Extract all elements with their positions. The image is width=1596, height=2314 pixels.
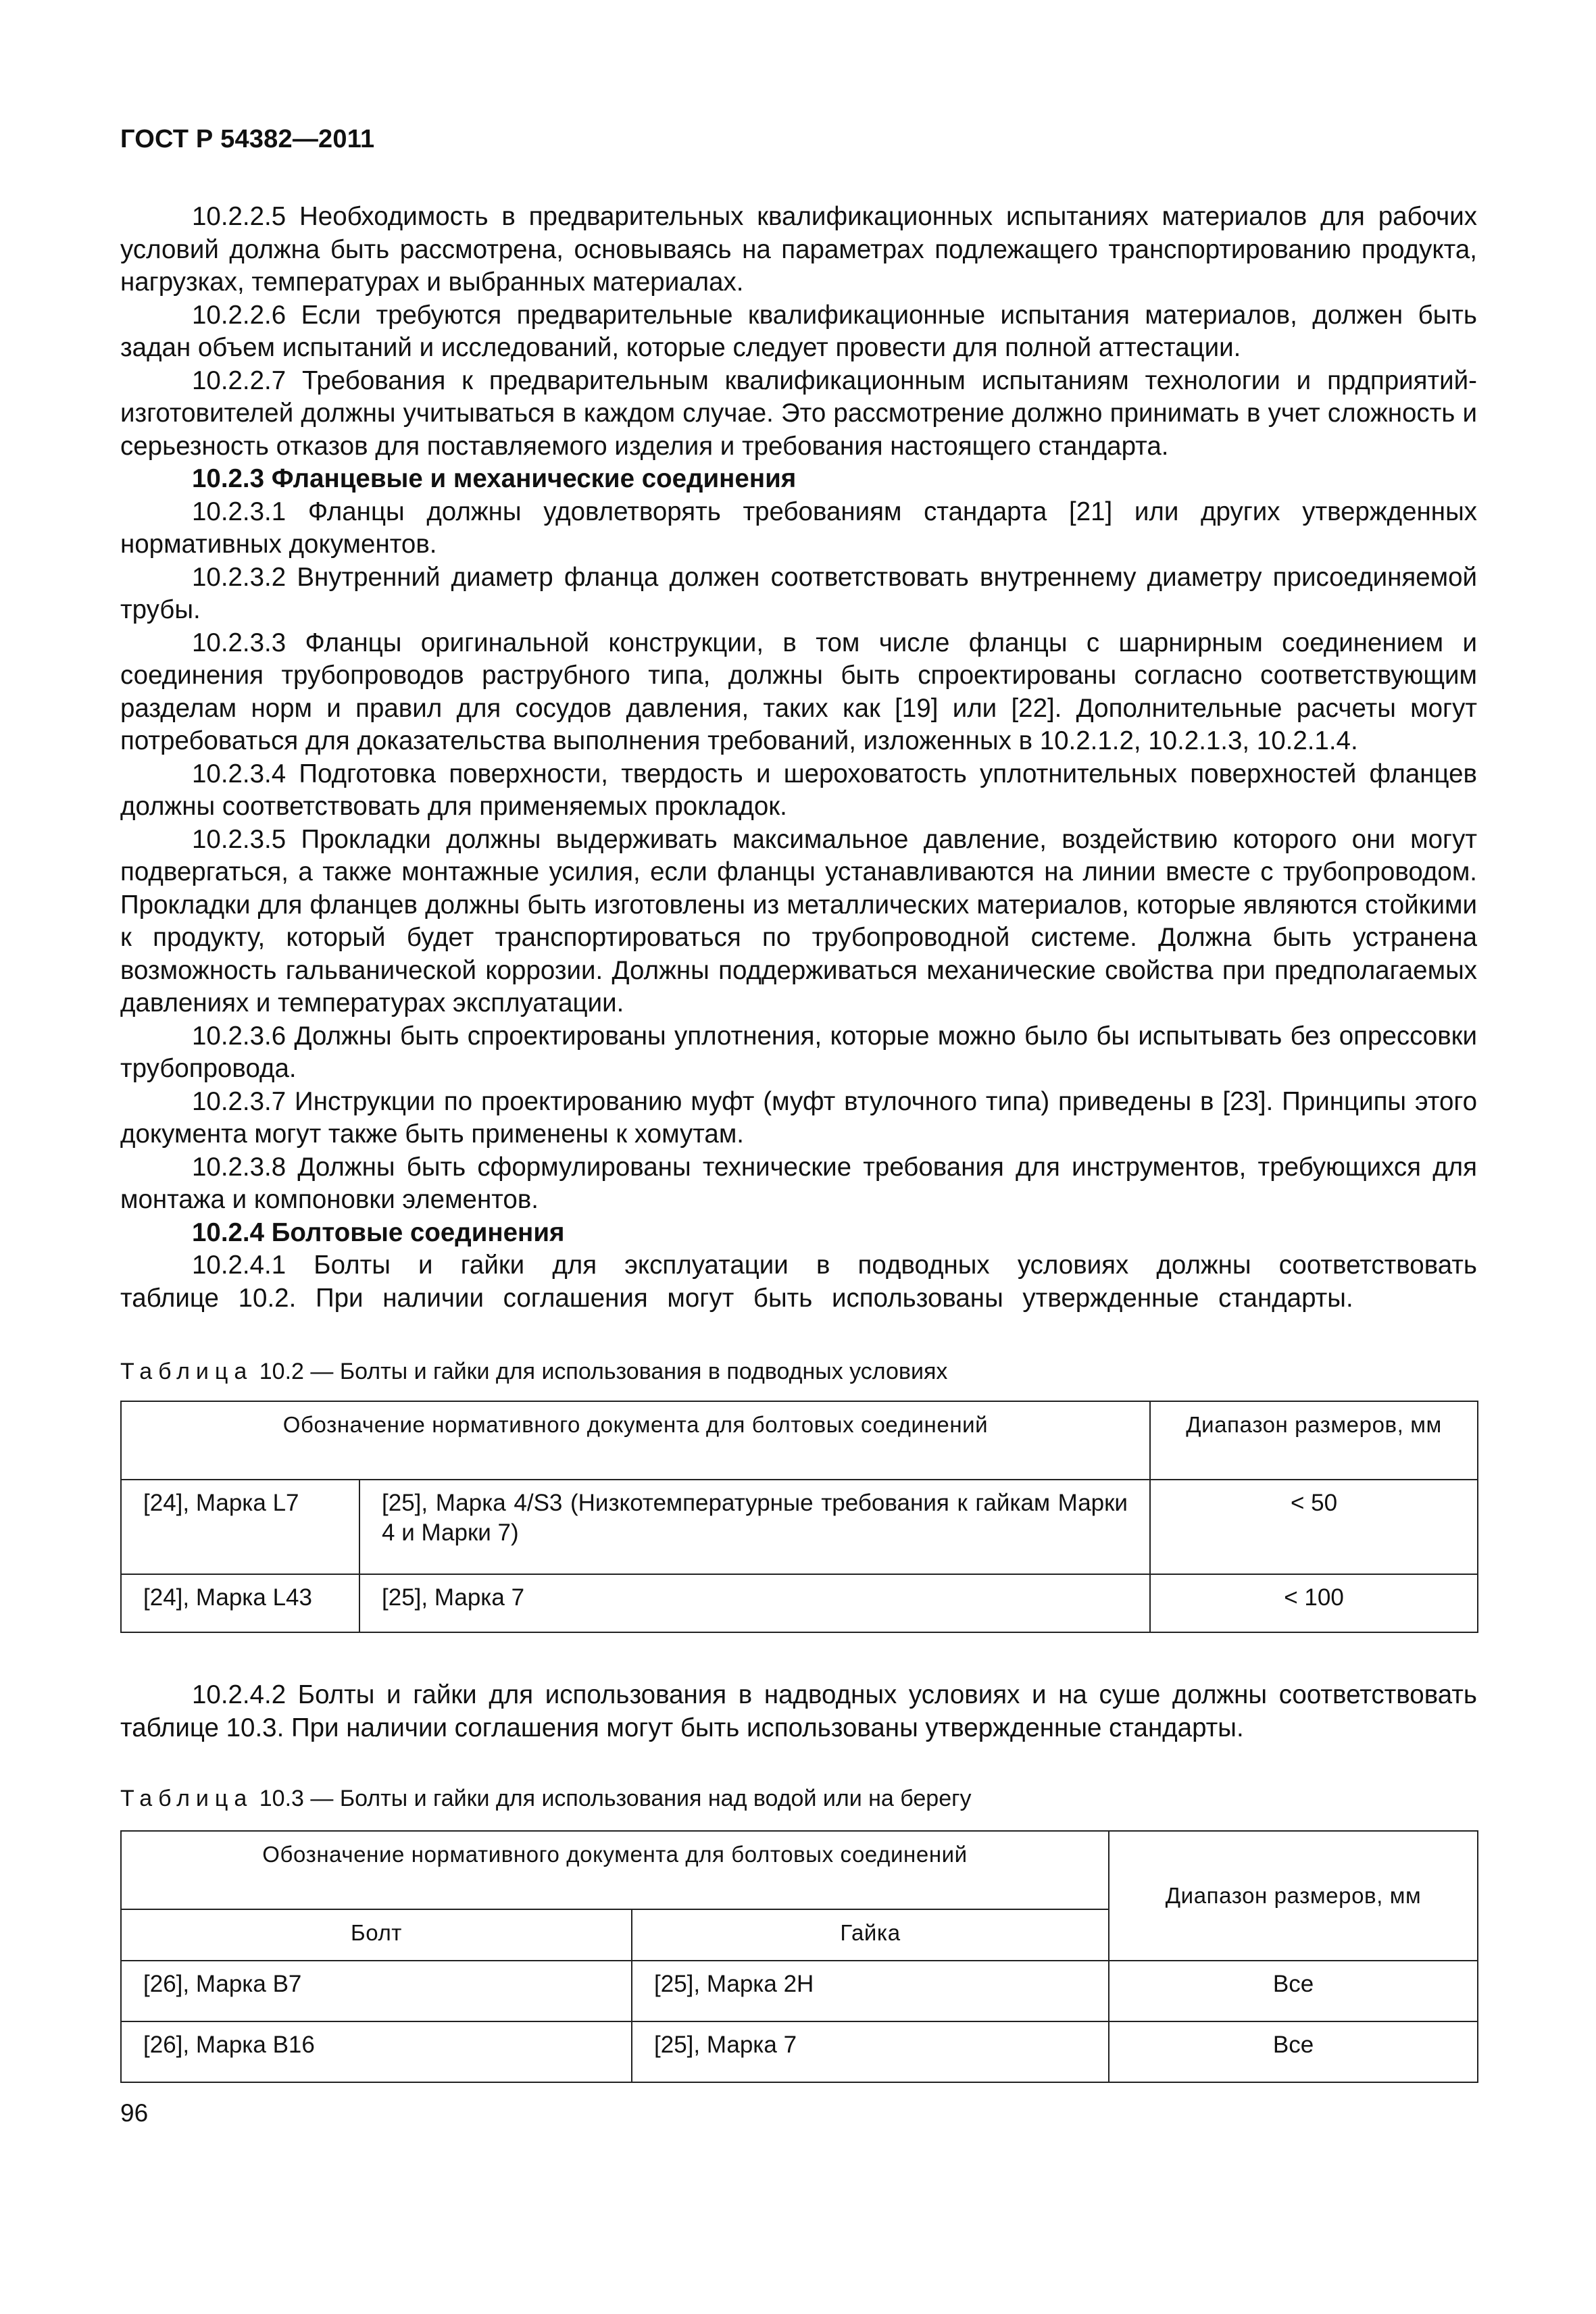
size-range-cell: Все xyxy=(1109,2021,1478,2082)
table-caption-label: Таблица xyxy=(120,1359,253,1384)
bolt-cell: [26], Марка В7 xyxy=(121,1961,632,2021)
paragraph-10-2-3-3: 10.2.3.3 Фланцы оригинальной конструкции, в том числе фланцы с шарнирным соединением и соединения трубопроводов раструбного типа, должны быть спроектированы согласно соответствующим разделам норм и правил для сосудов давления, таких как [19] или [22]. Дополнительные расчеты могут потребоваться для доказательства выполнения требований, изложенных в 10.2.1.2, 10.2.1.3, 10.2.1.4. xyxy=(120,628,1477,755)
table-10-2 xyxy=(120,1401,1478,1633)
table-10-3 xyxy=(120,1830,1478,2083)
paragraph-10-2-3-7: 10.2.3.7 Инструкции по проектированию муфт (муфт втулочного типа) приведены в [23]. Принципы этого документа могут также быть применены к хомутам. xyxy=(120,1086,1477,1149)
nut-cell: [25], Марка 2Н xyxy=(632,1961,1109,2021)
table-row xyxy=(121,1574,1478,1632)
body-text xyxy=(120,201,1477,1315)
table-10-3-caption xyxy=(120,1785,972,1812)
table-row xyxy=(121,1480,1478,1574)
size-range-cell: < 100 xyxy=(1150,1574,1478,1632)
table-10-2-caption xyxy=(120,1358,947,1385)
bolt-cell: [24], Марка L43 xyxy=(121,1574,359,1632)
column-header-size-range: Диапазон размеров, мм xyxy=(1109,1831,1478,1961)
nut-cell: [25], Марка 7 xyxy=(359,1574,1150,1632)
bolt-cell: [24], Марка L7 xyxy=(121,1480,359,1574)
paragraph-10-2-3-4: 10.2.3.4 Подготовка поверхности, твердость и шероховатость уплотнительных поверхностей фланцев должны соответствовать для применяемых прокладок. xyxy=(120,759,1477,821)
document-code-header: ГОСТ Р 54382—2011 xyxy=(120,125,375,153)
table-caption-text: 10.2 — Болты и гайки для использования в подводных условиях xyxy=(253,1359,948,1384)
column-header-nut: Гайка xyxy=(632,1909,1109,1961)
column-header-document: Обозначение нормативного документа для болтовых соединений xyxy=(121,1831,1109,1909)
table-row xyxy=(121,1961,1478,2021)
body-text-after-table xyxy=(120,1679,1477,1744)
column-header-document: Обозначение нормативного документа для болтовых соединений xyxy=(121,1401,1150,1480)
column-header-size-range: Диапазон размеров, мм xyxy=(1150,1401,1478,1480)
table-caption-label: Таблица xyxy=(120,1786,253,1811)
page-number: 96 xyxy=(120,2099,149,2127)
table-header-row xyxy=(121,1401,1478,1480)
table-header-row xyxy=(121,1831,1478,1909)
paragraph-10-2-4-2: 10.2.4.2 Болты и гайки для использования в надводных условиях и на суше должны соответствовать таблице 10.3. При наличии соглашения могут быть использованы утвержденные стандарты. xyxy=(120,1680,1477,1742)
paragraph-10-2-3-8: 10.2.3.8 Должны быть сформулированы технические требования для инструментов, требующихся для монтажа и компоновки элементов. xyxy=(120,1152,1477,1214)
paragraph-10-2-2-7: 10.2.2.7 Требования к предварительным квалификационным испытаниям технологии и прдприятий-изготовителей должны учитываться в каждом случае. Это рассмотрение должно принимать в учет сложность и серьезность отказов для поставляемого изделия и требования настоящего стандарта. xyxy=(120,366,1477,461)
column-header-bolt: Болт xyxy=(121,1909,632,1961)
paragraph-10-2-3-5: 10.2.3.5 Прокладки должны выдерживать максимальное давление, воздействию которого они могут подвергаться, а также монтажные усилия, если фланцы устанавливаются на линии вместе с трубопроводом. Прокладки для фланцев должны быть изготовлены из металлических материалов, которые являются стойкими к продукту, который будет транспортироваться по трубопроводной системе. Должна быть устранена возможность гальванической коррозии. Должны поддерживаться механические свойства при предполагаемых давлениях и температурах эксплуатации. xyxy=(120,824,1477,1017)
paragraph-10-2-3-6: 10.2.3.6 Должны быть спроектированы уплотнения, которые можно было бы испытывать без опрессовки трубопровода. xyxy=(120,1021,1477,1083)
paragraph-10-2-2-6: 10.2.2.6 Если требуются предварительные квалификационные испытания материалов, должен быть задан объем испытаний и исследований, которые следует провести для полной аттестации. xyxy=(120,300,1477,362)
paragraph-10-2-3-2: 10.2.3.2 Внутренний диаметр фланца должен соответствовать внутреннему диаметру присоединяемой трубы. xyxy=(120,562,1477,624)
nut-cell: [25], Марка 4/S3 (Низкотемпературные требования к гайкам Марки 4 и Марки 7) xyxy=(359,1480,1150,1574)
nut-cell: [25], Марка 7 xyxy=(632,2021,1109,2082)
table-row xyxy=(121,2021,1478,2082)
paragraph-10-2-3-1: 10.2.3.1 Фланцы должны удовлетворять требованиям стандарта [21] или других утвержденных нормативных документов. xyxy=(120,497,1477,559)
size-range-cell: Все xyxy=(1109,1961,1478,2021)
table-caption-text: 10.3 — Болты и гайки для использования над водой или на берегу xyxy=(253,1786,972,1811)
paragraph-10-2-2-5: 10.2.2.5 Необходимость в предварительных квалификационных испытаниях материалов для рабочих условий должна быть рассмотрена, основываясь на параметрах подлежащего транспортированию продукта, нагрузках, температурах и выбранных материалах. xyxy=(120,202,1477,297)
bolt-cell: [26], Марка В16 xyxy=(121,2021,632,2082)
section-heading-10-2-4: 10.2.4 Болтовые соединения xyxy=(192,1217,565,1247)
paragraph-10-2-4-1: 10.2.4.1 Болты и гайки для эксплуатации в подводных условиях должны соответствовать таблице 10.2. При наличии соглашения могут быть использованы утвержденные стандарты. xyxy=(120,1251,1477,1313)
size-range-cell: < 50 xyxy=(1150,1480,1478,1574)
section-heading-10-2-3: 10.2.3 Фланцевые и механические соединения xyxy=(192,464,797,493)
